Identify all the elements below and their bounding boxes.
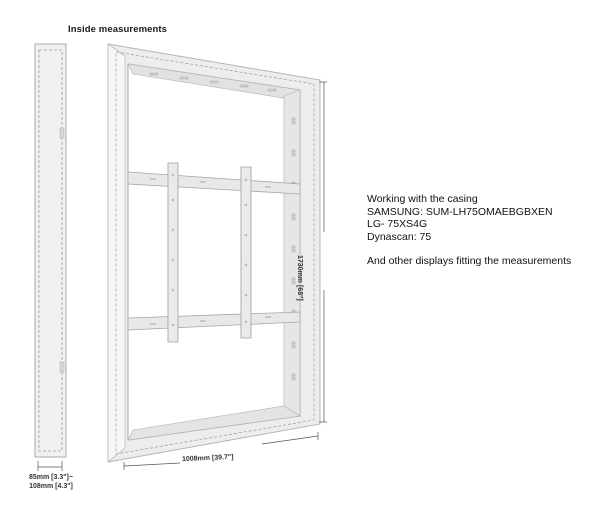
depth-label-line1: 85mm [3.3"]~ bbox=[29, 474, 73, 481]
info-casing: Working with the casing bbox=[367, 193, 478, 205]
depth-dimension bbox=[38, 461, 62, 471]
depth-label-line2: 108mm [4.3"] bbox=[29, 483, 73, 490]
info-lg: LG- 75XS4G bbox=[367, 218, 428, 230]
heading: Inside measurements bbox=[68, 24, 168, 35]
depth-label bbox=[26, 473, 76, 491]
frame bbox=[108, 44, 320, 462]
height-label: 1730mm [68"] bbox=[296, 255, 303, 301]
width-label: 1008mm [39.7"] bbox=[181, 453, 234, 464]
compatibility-info bbox=[367, 193, 597, 268]
info-dynascan: Dynascan: 75 bbox=[367, 230, 432, 243]
side-profile bbox=[35, 44, 66, 457]
info-samsung: SAMSUNG: SUM-LH75OMAEBGBXEN bbox=[367, 205, 553, 218]
info-other: And other displays fitting the measurements bbox=[367, 255, 572, 267]
